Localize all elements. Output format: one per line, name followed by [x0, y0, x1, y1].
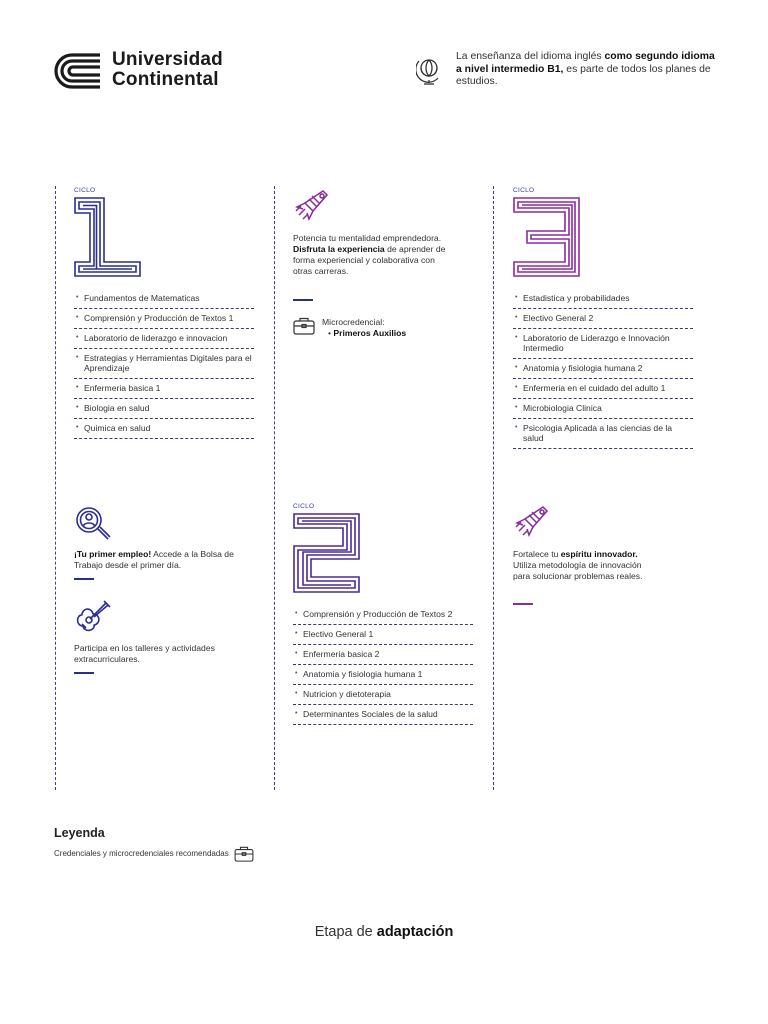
list-item: • Electivo General 1: [293, 625, 473, 645]
list-item: • Enfermeria basica 1: [74, 379, 254, 399]
list-item: • Laboratorio de Liderazgo e Innovación Intermedio: [513, 329, 693, 359]
innovator-text-part2: Utiliza metodología de innovación para solucionar problemas reales.: [513, 560, 643, 581]
list-item: • Estadistica y probabilidades: [513, 289, 693, 309]
list-item: • Anatomia y fisiologia humana 2: [513, 359, 693, 379]
briefcase-icon: [293, 317, 315, 335]
entrepreneur-text-bold: Disfruta la experiencia: [293, 244, 385, 254]
briefcase-icon: [233, 846, 255, 862]
list-item: • Enfermeria en el cuidado del adulto 1: [513, 379, 693, 399]
list-item: • Determinantes Sociales de la salud: [293, 705, 473, 725]
globe-icon: [416, 56, 442, 86]
list-item: • Fundamentos de Matematicas: [74, 289, 254, 309]
list-item: • Comprensión y Producción de Textos 1: [74, 309, 254, 329]
ciclo-2-section: [293, 503, 473, 725]
microcredential-item-name: Primeros Auxilios: [333, 328, 407, 338]
logo-mark-icon: [54, 52, 104, 90]
list-item: • Anatomia y fisiologia humana 1: [293, 665, 473, 685]
list-item: • Laboratorio de liderazgo e innovacion: [74, 329, 254, 349]
legend-item: [54, 846, 255, 862]
ciclo-1-course-list: [74, 289, 254, 439]
list-item: • Estrategias y Herramientas Digitales para el Aprendizaje: [74, 349, 254, 379]
ciclo-3-course-list: [513, 289, 693, 449]
innovator-text-bold: espíritu innovador.: [560, 549, 638, 559]
microcredential-item: • Primeros Auxilios: [328, 328, 407, 338]
accent-bar: [293, 299, 313, 301]
ciclo-2-course-list: [293, 605, 473, 725]
column-divider-1: [55, 186, 56, 790]
rocket-icon: [513, 503, 551, 539]
list-item: • Microbiologia Clinica: [513, 399, 693, 419]
ciclo-2-label: CICLO: [293, 503, 315, 510]
ciclo-1-label: CICLO: [74, 187, 96, 194]
extracurricular-text: Participa en los talleres y actividades extracurriculares.: [74, 643, 215, 664]
list-item: • Enfermeria basica 2: [293, 645, 473, 665]
legend-title: Leyenda: [54, 826, 105, 840]
ciclo-3-label: CICLO: [513, 187, 535, 194]
list-item: • Nutricion y dietoterapia: [293, 685, 473, 705]
list-item: • Comprensión y Producción de Textos 2: [293, 605, 473, 625]
employment-text-body: Accede a la Bolsa de Trabajo desde el primer día.: [74, 549, 234, 570]
legend-item-text: Credenciales y microcredenciales recomendadas: [54, 849, 229, 859]
university-name-line1: Universidad: [112, 49, 223, 70]
list-item: • Biologia en salud: [74, 399, 254, 419]
entrepreneur-text: [293, 233, 453, 277]
stage-bold: adaptación: [376, 924, 454, 940]
ciclo-1-section: [74, 187, 254, 439]
accent-bar: [74, 578, 94, 580]
rocket-icon: [293, 187, 331, 223]
university-logo: [54, 49, 234, 92]
stage-title: [0, 924, 768, 940]
employment-text: [74, 549, 254, 571]
accent-bar: [74, 672, 94, 674]
intro-part2: es parte de todos los planes de estudios.: [456, 63, 711, 87]
guitar-icon: [74, 598, 112, 634]
entrepreneur-text-part1: Potencia tu mentalidad emprendedora.: [293, 233, 442, 243]
ciclo-3-numeral: [513, 197, 581, 277]
column-divider-3: [493, 186, 494, 790]
employment-text-bold: ¡Tu primer empleo!: [74, 549, 152, 559]
accent-bar: [513, 603, 533, 605]
university-name: [112, 50, 223, 90]
university-name-line2: Continental: [112, 69, 219, 90]
list-item: • Electivo General 2: [513, 309, 693, 329]
innovator-text: [513, 549, 653, 582]
entrepreneur-text-part2: de aprender de forma experiencial y colaborativa con otras carreras.: [293, 244, 446, 276]
innovator-text-part1: Fortalece tu: [513, 549, 561, 559]
column-divider-2: [274, 186, 275, 790]
stage-prefix: Etapa de: [314, 924, 377, 940]
ciclo-2-numeral: [293, 513, 361, 593]
intro-text: [456, 51, 718, 89]
intro-part1: La enseñanza del idioma inglés: [456, 51, 605, 62]
microcredential: [322, 317, 462, 339]
intro-bold: como segundo idioma a nivel intermedio B1,: [456, 51, 715, 75]
microcredential-label: Microcredencial:: [322, 317, 385, 327]
search-person-icon: [74, 505, 112, 541]
list-item: • Psicologia Aplicada a las ciencias de la salud: [513, 419, 693, 449]
list-item: • Quimica en salud: [74, 419, 254, 439]
ciclo-3-section: [513, 187, 693, 449]
ciclo-1-numeral: [74, 197, 142, 277]
